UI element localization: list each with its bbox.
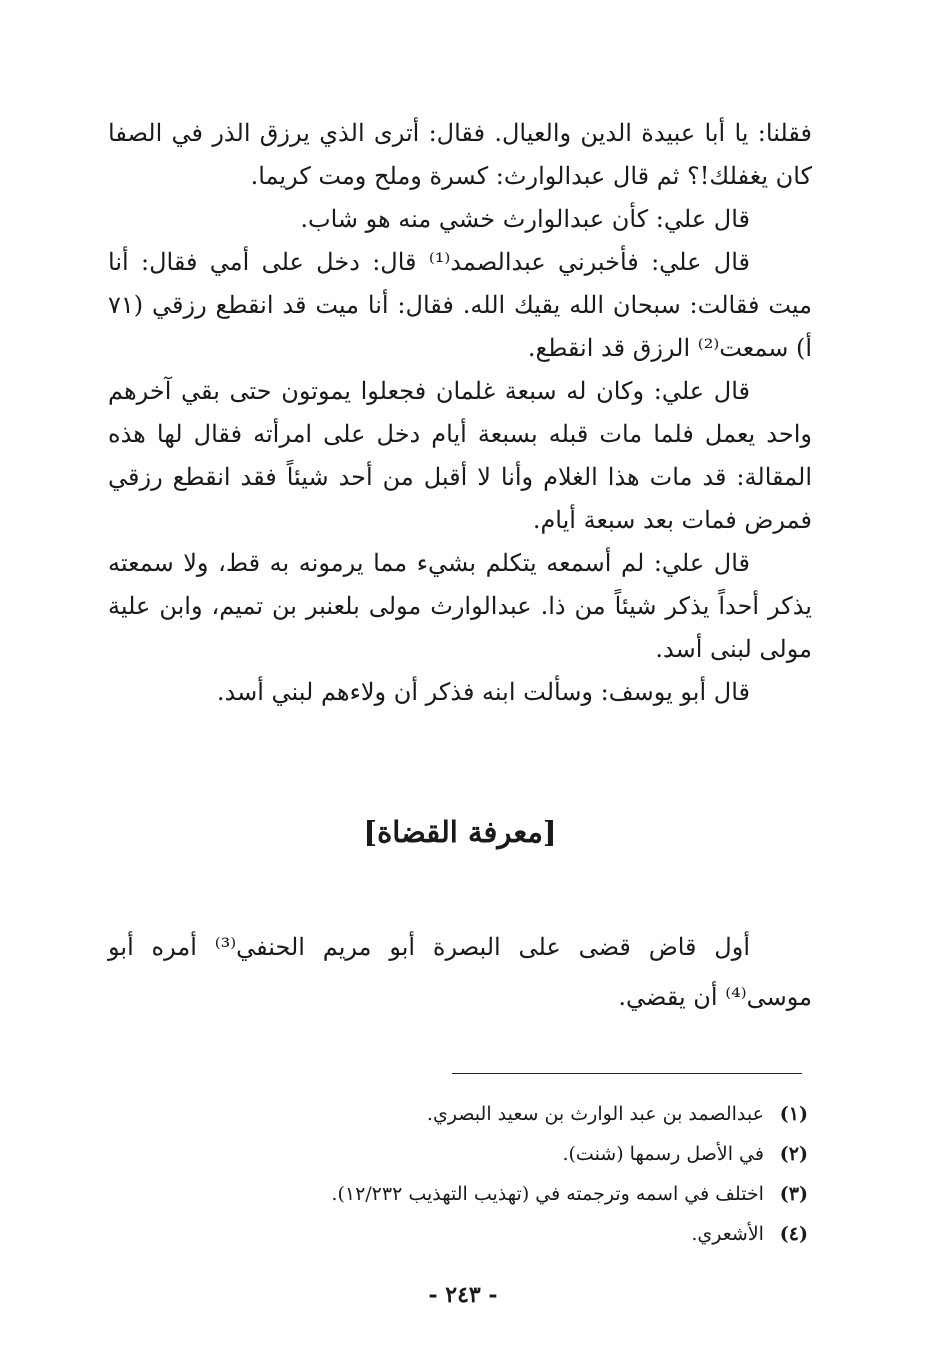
- footnotes: [108, 1094, 808, 1254]
- footnote-2: [108, 1134, 808, 1174]
- main-text: [108, 112, 812, 714]
- footnote-number: (٢): [779, 1143, 808, 1165]
- footnote-number: (٤): [779, 1223, 808, 1245]
- footnote-text: الأشعري.: [691, 1223, 764, 1245]
- footnote-number: (٣): [779, 1183, 808, 1205]
- paragraph-5: قال علي: لم أسمعه يتكلم بشيء مما يرمونه به قط، ولا سمعته يذكر أحداً يذكر شيئاً من ذا. عبدالوارث مولى بلعنبر بن تميم، وابن علية مولى لبنى أسد.: [108, 549, 812, 663]
- page-number: - ٢٤٣ -: [428, 1282, 498, 1308]
- paragraph-6: قال أبو يوسف: وسألت ابنه فذكر أن ولاءهم لبني أسد.: [216, 678, 750, 706]
- footnote-divider: [452, 1073, 802, 1074]
- section-paragraph: أول قاض قضى على البصرة أبو مريم الحنفي⁽³⁾ أمره أبو موسى⁽⁴⁾ أن يقضي.: [108, 933, 812, 1011]
- footnote-text: عبدالصمد بن عبد الوارث بن سعيد البصري.: [426, 1103, 764, 1125]
- paragraph-1: فقلنا: يا أبا عبيدة الدين والعيال. فقال: أترى الذي يرزق الذر في الصفا كان يغفلك!؟ ثم قال عبدالوارث: كسرة وملح ومت كريما.: [108, 119, 812, 190]
- paragraph-3: قال علي: فأخبرني عبدالصمد⁽¹⁾ قال: دخل على أمي فقال: أنا ميت فقالت: سبحان الله يقيك الله. فقال: أنا ميت قد انقطع رزقي (٧١ أ) سمعت⁽²⁾ الرزق قد انقطع.: [108, 248, 812, 362]
- footnote-4: [108, 1214, 808, 1254]
- paragraph-4: قال علي: وكان له سبعة غلمان فجعلوا يموتون حتى بقي آخرهم واحد يعمل فلما مات قبله بسبعة أيام دخل على امرأته فقال لها هذه المقالة: قد مات هذا الغلام وأنا لا أقبل من أحد شيئاً فقد انقطع رزقي فمرض فمات بعد سبعة أيام.: [108, 377, 812, 534]
- section-text: [108, 922, 812, 1022]
- paragraph-2: قال علي: كأن عبدالوارث خشي منه هو شاب.: [300, 205, 750, 233]
- footnote-number: (١): [779, 1103, 808, 1125]
- footnote-1: [108, 1094, 808, 1134]
- section-heading: [معرفة القضاة]: [363, 815, 557, 849]
- footnote-text: في الأصل رسمها (شنت).: [562, 1143, 764, 1165]
- footnote-text: اختلف في اسمه وترجمته في (تهذيب التهذيب ١٢/٢٣٢).: [331, 1183, 764, 1205]
- footnote-3: [108, 1174, 808, 1214]
